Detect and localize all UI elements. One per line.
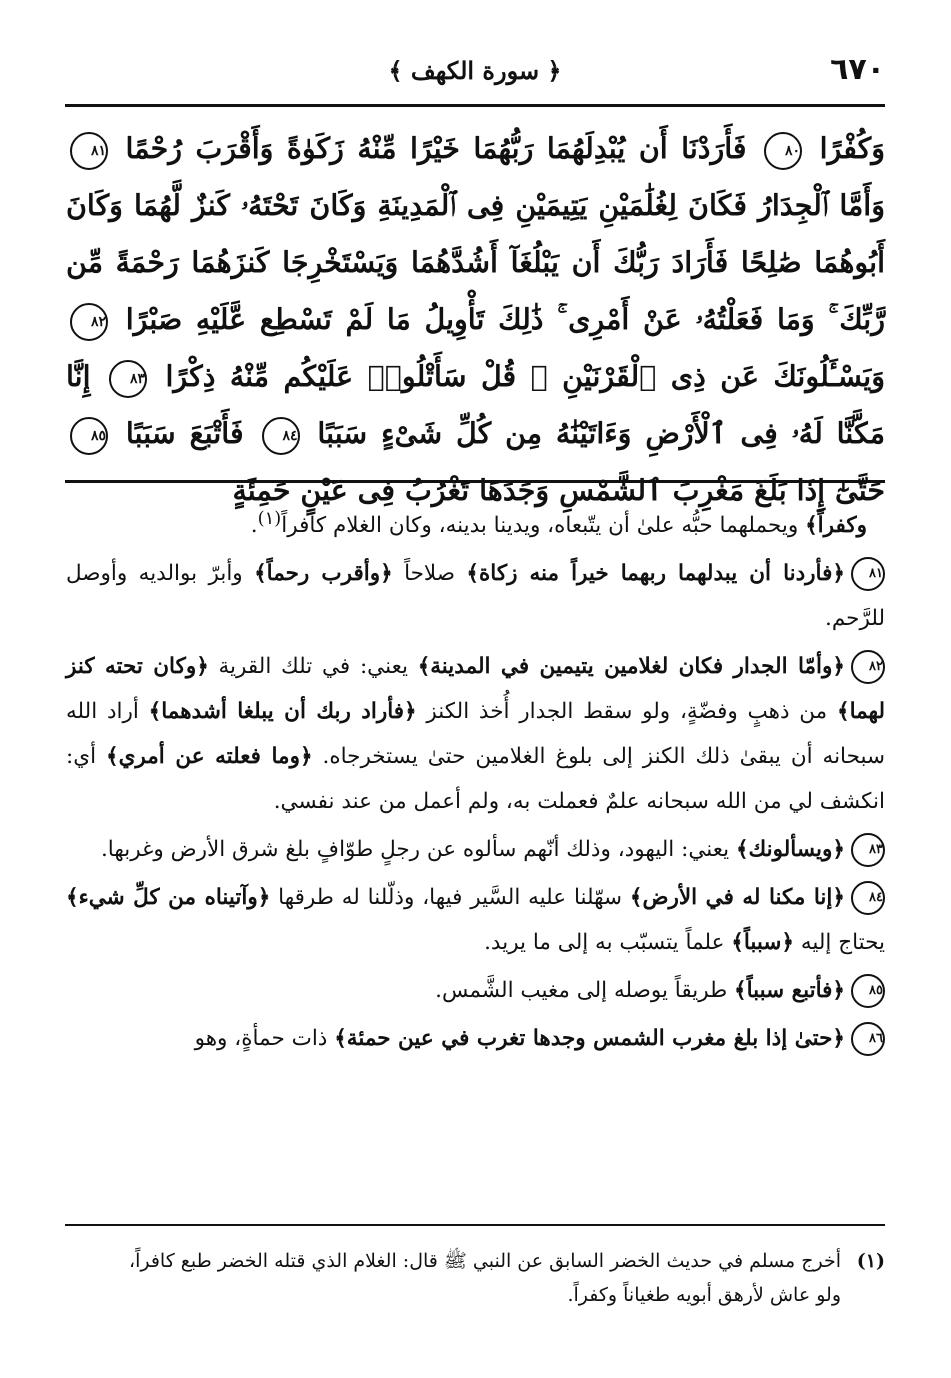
surah-title: ﴿ سورة الكهف ﴾ [388,56,562,85]
quoted-verse: ﴿ويسألونك﴾ [735,837,845,863]
quoted-verse: ﴿وما فعلته عن أمري﴾ [105,744,313,770]
footnote [66,1244,885,1312]
commentary-text: طريقاً يوصله إلى مغيب الشَّمس. [435,978,735,1004]
commentary-text: يعني: اليهود، وذلك أنّهم سألوه عن رجلٍ طوّافٍ بلغ شرق الأرض وغربها. [100,837,736,863]
commentary-paragraph-84 [66,875,885,965]
commentary-block [66,496,885,1064]
footnote-ref[interactable]: (١) [257,508,282,529]
commentary-text: صلاحاً [392,561,467,587]
commentary-text: سهّلنا عليه السَّير فيها، وذلّلنا له طرقها [270,885,630,911]
ayah-marker-81: ٨١ [70,132,108,170]
verse-number-badge: ٨٤ [851,881,885,915]
footnote-line [66,1244,885,1278]
quoted-verse: ﴿سبباً﴾ [731,930,794,956]
quoted-verse: وكفراً﴾ [805,513,867,539]
quoted-verse: ﴿وأقرب رحماً﴾ [254,561,393,587]
quoted-verse: ﴿وكان تحته كنز لهما﴾ [66,654,886,725]
quoted-verse: ﴿إنا مكنا له في الأرض﴾ [629,885,845,911]
ayah-marker-83: ٨٣ [109,360,147,398]
page-number: ٦٧٠ [830,52,885,87]
commentary-text: يحتاج إليه [794,930,885,956]
commentary-text: يعني: في تلك القرية [208,654,418,680]
verse-number-badge: ٨١ [851,557,885,591]
verse-number-badge: ٨٣ [851,833,885,867]
commentary-paragraph-85 [66,968,885,1013]
footnote-line [66,1278,885,1312]
verse-text: فَأَرَدْنَا أَن يُبْدِلَهُمَا رَبُّهُمَا خَيْرًا مِّنْهُ زَكَوٰةً وَأَقْرَبَ رُحْمًا [125,131,747,165]
footnote-text: ولو عاش لأرهق أبويه طغياناً وكفراً. [567,1284,841,1306]
verse-text: فَأَتْبَعَ سَبَبًا [125,416,244,450]
header-divider [65,104,885,107]
verse-text: وَيَسْـَٔلُونَكَ عَن ذِى ٱلْقَرْنَيْنِ ۖ قُلْ سَأَتْلُوا۟ عَلَيْكُم مِّنْهُ ذِكْرًا [165,359,885,393]
verse-number-badge: ٨٦ [851,1022,885,1056]
page-header [65,50,885,94]
quoted-verse: ﴿وآتيناه من كلِّ شيء﴾ [66,885,271,911]
commentary-text: أي: انكشف لي من الله سبحانه علمٌ فعملت به، ولم أعمل من عند نفسي. [66,744,885,815]
quoted-verse: ﴿حتىٰ إذا بلغ مغرب الشمس وجدها تغرب في عين حمئة﴾ [334,1026,845,1052]
footnote-divider [65,1224,885,1226]
verse-text: وَأَمَّا ٱلْجِدَارُ فَكَانَ لِغُلَٰمَيْنِ يَتِيمَيْنِ فِى ٱلْمَدِينَةِ وَكَانَ تَحْتَهُۥ كَنزٌ لَّهُمَا وَكَانَ أَبُوهُمَا صَٰلِحًا فَأَرَادَ رَبُّكَ أَن يَبْلُغَآ أَشُدَّهُمَا وَيَسْتَخْرِجَا كَنزَهُمَا رَحْمَةً مِّن رَّبِّكَ ۚ وَمَا فَعَلْتُهُۥ عَنْ أَمْرِى ۚ ذَٰلِكَ تَأْوِيلُ مَا لَمْ تَسْطِع عَّلَيْهِ صَبْرًا [66,188,885,336]
quran-text-block [66,120,885,519]
quran-divider [65,480,885,483]
quoted-verse: ﴿فأردنا أن يبدلهما ربهما خيراً منه زكاة﴾ [466,561,845,587]
ayah-marker-80: ٨٠ [764,132,802,170]
ayah-marker-85: ٨٥ [70,417,108,455]
footnote-number: (١) [856,1250,885,1272]
commentary-text: علماً يتسبّب به إلى ما يريد. [484,930,732,956]
commentary-paragraph-80 [66,496,885,548]
verse-text: حَتَّىٰٓ إِذَا بَلَغَ مَغْرِبَ ٱلشَّمْسِ وَجَدَهَا تَغْرُبُ فِى عَيْنٍ حَمِئَةٍ [232,473,885,507]
commentary-paragraph-83 [66,827,885,872]
commentary-paragraph-81 [66,551,885,641]
verse-number-badge: ٨٢ [851,650,885,684]
commentary-text: ذات حمأةٍ، وهو [194,1026,335,1052]
quoted-verse: ﴿فأراد ربك أن يبلغا أشدهما﴾ [148,699,417,725]
quoted-verse: ﴿وأمّا الجدار فكان لغلامين يتيمين في المدينة﴾ [417,654,845,680]
commentary-text: أراد الله سبحانه أن يبقىٰ ذلك الكنز إلى بلوغ الغلامين حتىٰ يستخرجاه. [66,699,885,770]
ayah-marker-84: ٨٤ [262,417,300,455]
commentary-text: من ذهبٍ وفضّةٍ، ولو سقط الجدار أُخذ الكنز [416,699,837,725]
footnote-text: أخرج مسلم في حديث الخضر السابق عن النبي ﷺ قال: الغلام الذي قتله الخضر طبع كافراً، [128,1250,841,1272]
quoted-verse: ﴿فأتبع سبباً﴾ [734,978,845,1004]
commentary-text: وأبرّ بوالديه وأوصل للرَّحم. [66,561,885,632]
verse-number-badge: ٨٥ [851,974,885,1008]
verse-text: إِنَّا مَكَّنَّا لَهُۥ فِى ٱلْأَرْضِ وَءَاتَيْنَٰهُ مِن كُلِّ شَىْءٍ سَبَبًا [66,359,885,450]
verse-text: وَكُفْرًا [819,131,885,165]
commentary-paragraph-82 [66,644,885,824]
commentary-paragraph-86 [66,1016,885,1061]
ayah-marker-82: ٨٢ [70,303,108,341]
commentary-text: . [250,513,258,539]
commentary-text: ويحملهما حبُّه علىٰ أن يتّبعاه، ويدينا بدينه، وكان الغلام كافراً [281,513,806,539]
